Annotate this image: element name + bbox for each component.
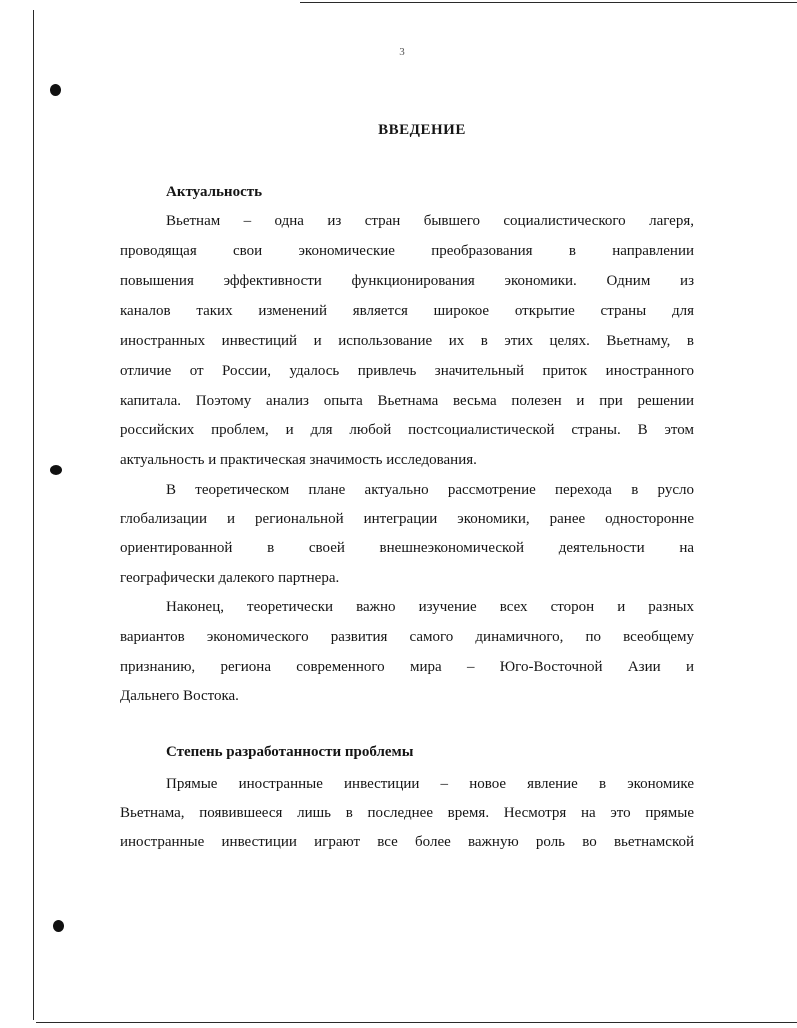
text-line: каналов таких изменений является широкое открытие страны для bbox=[120, 303, 694, 319]
text-line: Дальнего Востока. bbox=[120, 688, 239, 704]
binder-hole bbox=[50, 84, 61, 96]
page-title: ВВЕДЕНИЕ bbox=[378, 122, 466, 138]
section-heading-problem-development: Степень разработанности проблемы bbox=[166, 744, 414, 760]
text-line: отличие от России, удалось привлечь значительный приток иностранного bbox=[120, 363, 694, 379]
text-line: актуальность и практическая значимость исследования. bbox=[120, 452, 477, 468]
page-number: 3 bbox=[399, 46, 405, 58]
text-line: Прямые иностранные инвестиции – новое явление в экономике bbox=[166, 776, 694, 792]
scan-edge-bottom bbox=[36, 1022, 797, 1023]
text-line: повышения эффективности функционирования экономики. Одним из bbox=[120, 273, 694, 289]
binder-hole bbox=[53, 920, 64, 932]
text-line: В теоретическом плане актуально рассмотрение перехода в русло bbox=[166, 482, 694, 498]
text-line: Наконец, теоретически важно изучение всех сторон и разных bbox=[166, 599, 694, 615]
text-line: проводящая свои экономические преобразования в направлении bbox=[120, 243, 694, 259]
text-line: географически далекого партнера. bbox=[120, 570, 340, 586]
scan-edge-top bbox=[300, 2, 797, 3]
binder-hole bbox=[50, 465, 62, 475]
scan-edge-left bbox=[33, 10, 34, 1020]
text-line: Вьетнам – одна из стран бывшего социалистического лагеря, bbox=[166, 213, 694, 229]
section-heading-relevance: Актуальность bbox=[166, 184, 263, 200]
text-line: вариантов экономического развития самого динамичного, по всеобщему bbox=[120, 629, 694, 645]
text-line: Вьетнама, появившееся лишь в последнее время. Несмотря на это прямые bbox=[120, 805, 694, 821]
text-line: глобализации и региональной интеграции экономики, ранее односторонне bbox=[120, 511, 694, 527]
text-line: иностранных инвестиций и использование их в этих целях. Вьетнаму, в bbox=[120, 333, 694, 349]
text-line: российских проблем, и для любой постсоциалистической страны. В этом bbox=[120, 422, 694, 438]
text-line: капитала. Поэтому анализ опыта Вьетнама весьма полезен и при решении bbox=[120, 393, 694, 409]
text-line: признанию, региона современного мира – Юго-Восточной Азии и bbox=[120, 659, 694, 675]
text-line: ориентированной в своей внешнеэкономической деятельности на bbox=[120, 540, 694, 556]
text-line: иностранные инвестиции играют все более важную роль во вьетнамской bbox=[120, 834, 694, 850]
